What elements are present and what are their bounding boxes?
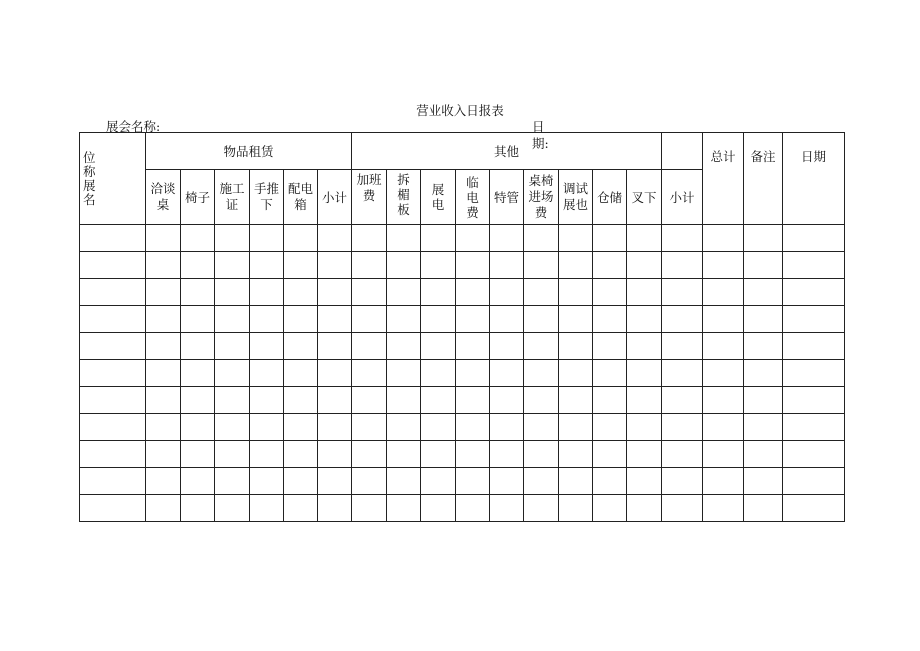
table-cell[interactable]	[318, 441, 352, 468]
table-cell[interactable]	[744, 360, 783, 387]
table-cell[interactable]	[593, 360, 627, 387]
table-cell[interactable]	[524, 225, 559, 252]
table-cell[interactable]	[703, 495, 744, 522]
table-cell[interactable]	[387, 225, 421, 252]
table-cell[interactable]	[627, 414, 662, 441]
table-cell[interactable]	[318, 252, 352, 279]
table-cell[interactable]	[80, 441, 146, 468]
table-cell[interactable]	[181, 225, 215, 252]
table-cell[interactable]	[524, 306, 559, 333]
table-cell[interactable]	[490, 387, 524, 414]
table-cell[interactable]	[524, 387, 559, 414]
table-cell[interactable]	[352, 252, 387, 279]
table-cell[interactable]	[80, 414, 146, 441]
table-cell[interactable]	[318, 306, 352, 333]
table-cell[interactable]	[593, 252, 627, 279]
table-cell[interactable]	[559, 414, 593, 441]
table-cell[interactable]	[318, 414, 352, 441]
rental-item-header: 洽谈桌	[146, 170, 181, 225]
table-cell[interactable]	[284, 333, 318, 360]
table-cell[interactable]	[80, 279, 146, 306]
date-header: 日期	[783, 133, 845, 225]
table-cell[interactable]	[783, 414, 845, 441]
table-cell[interactable]	[490, 495, 524, 522]
table-cell[interactable]	[352, 387, 387, 414]
table-cell[interactable]	[783, 441, 845, 468]
rental-subtotal-header: 小计	[318, 170, 352, 225]
table-cell[interactable]	[627, 225, 662, 252]
table-cell[interactable]	[80, 252, 146, 279]
table-row	[80, 468, 845, 495]
table-cell[interactable]	[662, 333, 703, 360]
table-cell[interactable]	[744, 441, 783, 468]
table-cell[interactable]	[559, 360, 593, 387]
date-label-period: 期:	[532, 136, 549, 151]
table-cell[interactable]	[783, 252, 845, 279]
table-cell[interactable]	[284, 225, 318, 252]
table-cell[interactable]	[662, 468, 703, 495]
table-cell[interactable]	[215, 252, 250, 279]
table-cell[interactable]	[421, 414, 456, 441]
table-cell[interactable]	[456, 414, 490, 441]
other-item-header: 桌椅进场费	[524, 170, 559, 225]
table-cell[interactable]	[662, 252, 703, 279]
table-cell[interactable]	[490, 333, 524, 360]
table-cell[interactable]	[146, 360, 181, 387]
table-cell[interactable]	[387, 360, 421, 387]
table-cell[interactable]	[250, 252, 284, 279]
table-row	[80, 279, 845, 306]
other-item-header: 展电	[421, 170, 456, 225]
table-cell[interactable]	[352, 495, 387, 522]
table-cell[interactable]	[215, 414, 250, 441]
table-cell[interactable]	[627, 333, 662, 360]
table-cell[interactable]	[744, 306, 783, 333]
table-cell[interactable]	[421, 225, 456, 252]
table-cell[interactable]	[181, 306, 215, 333]
table-cell[interactable]	[146, 468, 181, 495]
table-cell[interactable]	[703, 225, 744, 252]
header-row-1	[80, 133, 845, 170]
remarks-header: 备注	[744, 133, 783, 225]
table-cell[interactable]	[352, 468, 387, 495]
other-item-header: 仓储	[593, 170, 627, 225]
table-cell[interactable]	[284, 387, 318, 414]
table-cell[interactable]	[490, 225, 524, 252]
table-cell[interactable]	[662, 306, 703, 333]
table-cell[interactable]	[559, 387, 593, 414]
table-cell[interactable]	[215, 441, 250, 468]
table-cell[interactable]	[80, 333, 146, 360]
table-cell[interactable]	[627, 468, 662, 495]
booth-name-label: 位称展名	[83, 150, 96, 207]
table-cell[interactable]	[352, 225, 387, 252]
table-cell[interactable]	[662, 441, 703, 468]
table-cell[interactable]	[559, 468, 593, 495]
report-title: 营业收入日报表	[416, 103, 504, 118]
other-item-header: 特管	[490, 170, 524, 225]
table-cell[interactable]	[284, 306, 318, 333]
table-cell[interactable]	[744, 468, 783, 495]
table-cell[interactable]	[703, 252, 744, 279]
table-cell[interactable]	[181, 387, 215, 414]
table-cell[interactable]	[387, 252, 421, 279]
table-cell[interactable]	[593, 225, 627, 252]
table-cell[interactable]	[490, 252, 524, 279]
table-cell[interactable]	[352, 306, 387, 333]
table-row	[80, 495, 845, 522]
table-cell[interactable]	[627, 360, 662, 387]
table-cell[interactable]	[421, 252, 456, 279]
table-cell[interactable]	[524, 360, 559, 387]
table-cell[interactable]	[387, 306, 421, 333]
table-cell[interactable]	[703, 414, 744, 441]
table-cell[interactable]	[284, 441, 318, 468]
table-cell[interactable]	[146, 279, 181, 306]
table-cell[interactable]	[783, 495, 845, 522]
table-cell[interactable]	[490, 306, 524, 333]
table-cell[interactable]	[703, 468, 744, 495]
rental-item-header: 施工证	[215, 170, 250, 225]
table-cell[interactable]	[783, 333, 845, 360]
table-row	[80, 333, 845, 360]
table-cell[interactable]	[662, 387, 703, 414]
table-row	[80, 441, 845, 468]
table-cell[interactable]	[456, 468, 490, 495]
table-cell[interactable]	[318, 468, 352, 495]
other-group-header: 其他	[352, 133, 662, 170]
rental-group-header: 物品租赁	[146, 133, 352, 170]
table-cell[interactable]	[318, 225, 352, 252]
table-cell[interactable]	[703, 441, 744, 468]
table-cell[interactable]	[456, 306, 490, 333]
table-cell[interactable]	[744, 414, 783, 441]
table-cell[interactable]	[703, 360, 744, 387]
table-cell[interactable]	[284, 468, 318, 495]
table-cell[interactable]	[456, 225, 490, 252]
table-cell[interactable]	[703, 387, 744, 414]
table-cell[interactable]	[559, 279, 593, 306]
table-cell[interactable]	[146, 225, 181, 252]
table-cell[interactable]	[387, 495, 421, 522]
total-header: 总计	[703, 133, 744, 225]
table-cell[interactable]	[744, 252, 783, 279]
table-cell[interactable]	[524, 333, 559, 360]
other-item-header: 加班费	[352, 170, 387, 225]
table-cell[interactable]	[387, 441, 421, 468]
table-cell[interactable]	[456, 333, 490, 360]
table-cell[interactable]	[783, 360, 845, 387]
table-cell[interactable]	[181, 252, 215, 279]
table-cell[interactable]	[181, 468, 215, 495]
table-cell[interactable]	[215, 225, 250, 252]
table-cell[interactable]	[783, 387, 845, 414]
table-cell[interactable]	[744, 333, 783, 360]
table-cell[interactable]	[146, 495, 181, 522]
table-cell[interactable]	[627, 387, 662, 414]
table-cell[interactable]	[80, 387, 146, 414]
table-cell[interactable]	[490, 279, 524, 306]
table-cell[interactable]	[783, 468, 845, 495]
table-cell[interactable]	[250, 306, 284, 333]
table-cell[interactable]	[627, 441, 662, 468]
table-cell[interactable]	[387, 468, 421, 495]
table-cell[interactable]	[783, 306, 845, 333]
table-cell[interactable]	[421, 333, 456, 360]
table-cell[interactable]	[593, 468, 627, 495]
booth-name-header	[80, 133, 146, 225]
table-cell[interactable]	[524, 468, 559, 495]
table-row	[80, 360, 845, 387]
table-cell[interactable]	[593, 279, 627, 306]
table-cell[interactable]	[559, 252, 593, 279]
table-row	[80, 252, 845, 279]
table-cell[interactable]	[318, 333, 352, 360]
table-cell[interactable]	[490, 441, 524, 468]
table-cell[interactable]	[662, 279, 703, 306]
table-cell[interactable]	[421, 495, 456, 522]
table-cell[interactable]	[593, 495, 627, 522]
table-row	[80, 387, 845, 414]
table-cell[interactable]	[250, 414, 284, 441]
table-cell[interactable]	[215, 279, 250, 306]
table-cell[interactable]	[421, 360, 456, 387]
table-cell[interactable]	[593, 306, 627, 333]
table-cell[interactable]	[181, 360, 215, 387]
table-cell[interactable]	[250, 279, 284, 306]
table-cell[interactable]	[421, 306, 456, 333]
rental-item-header: 配电箱	[284, 170, 318, 225]
table-cell[interactable]	[421, 468, 456, 495]
table-cell[interactable]	[215, 495, 250, 522]
table-cell[interactable]	[593, 387, 627, 414]
table-row	[80, 414, 845, 441]
table-cell[interactable]	[146, 306, 181, 333]
table-cell[interactable]	[559, 225, 593, 252]
table-cell[interactable]	[456, 360, 490, 387]
table-cell[interactable]	[352, 333, 387, 360]
other-item-header: 叉下	[627, 170, 662, 225]
table-cell[interactable]	[387, 279, 421, 306]
table-cell[interactable]	[456, 495, 490, 522]
table-cell[interactable]	[662, 495, 703, 522]
table-cell[interactable]	[744, 225, 783, 252]
table-cell[interactable]	[250, 225, 284, 252]
table-cell[interactable]	[318, 360, 352, 387]
table-cell[interactable]	[80, 468, 146, 495]
table-cell[interactable]	[456, 252, 490, 279]
table-cell[interactable]	[490, 414, 524, 441]
date-label-day: 日	[532, 119, 545, 134]
table-cell[interactable]	[593, 333, 627, 360]
table-cell[interactable]	[421, 441, 456, 468]
table-row	[80, 306, 845, 333]
rental-item-header: 椅子	[181, 170, 215, 225]
table-cell[interactable]	[524, 252, 559, 279]
table-cell[interactable]	[215, 468, 250, 495]
table-cell[interactable]	[387, 414, 421, 441]
table-cell[interactable]	[215, 306, 250, 333]
table-cell[interactable]	[250, 495, 284, 522]
other-subtotal-top-cell	[662, 133, 703, 170]
table-cell[interactable]	[387, 333, 421, 360]
table-cell[interactable]	[146, 252, 181, 279]
table-cell[interactable]	[490, 468, 524, 495]
table-cell[interactable]	[456, 279, 490, 306]
table-cell[interactable]	[593, 414, 627, 441]
table-cell[interactable]	[352, 279, 387, 306]
table-cell[interactable]	[559, 495, 593, 522]
table-cell[interactable]	[352, 441, 387, 468]
table-cell[interactable]	[181, 441, 215, 468]
table-cell[interactable]	[80, 360, 146, 387]
table-cell[interactable]	[318, 495, 352, 522]
table-cell[interactable]	[559, 333, 593, 360]
table-cell[interactable]	[490, 360, 524, 387]
table-cell[interactable]	[744, 387, 783, 414]
table-cell[interactable]	[352, 414, 387, 441]
table-cell[interactable]	[524, 279, 559, 306]
table-cell[interactable]	[250, 360, 284, 387]
table-row	[80, 225, 845, 252]
table-cell[interactable]	[215, 360, 250, 387]
table-cell[interactable]	[524, 414, 559, 441]
table-cell[interactable]	[318, 387, 352, 414]
table-cell[interactable]	[559, 306, 593, 333]
other-subtotal-header: 小计	[662, 170, 703, 225]
table-cell[interactable]	[146, 441, 181, 468]
table-cell[interactable]	[421, 387, 456, 414]
table-cell[interactable]	[250, 441, 284, 468]
table-cell[interactable]	[250, 333, 284, 360]
table-cell[interactable]	[146, 333, 181, 360]
other-item-header: 拆楣板	[387, 170, 421, 225]
table-cell[interactable]	[744, 279, 783, 306]
table-cell[interactable]	[181, 414, 215, 441]
table-cell[interactable]	[284, 279, 318, 306]
table-cell[interactable]	[284, 495, 318, 522]
table-cell[interactable]	[783, 225, 845, 252]
table-cell[interactable]	[80, 225, 146, 252]
table-cell[interactable]	[627, 495, 662, 522]
table-cell[interactable]	[703, 306, 744, 333]
table-cell[interactable]	[456, 441, 490, 468]
table-cell[interactable]	[250, 387, 284, 414]
table-cell[interactable]	[215, 333, 250, 360]
table-cell[interactable]	[703, 279, 744, 306]
table-cell[interactable]	[181, 333, 215, 360]
table-cell[interactable]	[352, 360, 387, 387]
table-cell[interactable]	[146, 414, 181, 441]
income-report-table	[79, 132, 845, 522]
table-cell[interactable]	[215, 387, 250, 414]
table-cell[interactable]	[627, 306, 662, 333]
table-cell[interactable]	[284, 360, 318, 387]
other-item-header: 临电费	[456, 170, 490, 225]
table-cell[interactable]	[662, 360, 703, 387]
rental-item-header: 手推下	[250, 170, 284, 225]
table-cell[interactable]	[80, 306, 146, 333]
table-cell[interactable]	[703, 333, 744, 360]
table-cell[interactable]	[627, 279, 662, 306]
table-cell[interactable]	[146, 387, 181, 414]
table-cell[interactable]	[387, 387, 421, 414]
table-cell[interactable]	[80, 495, 146, 522]
table-cell[interactable]	[318, 279, 352, 306]
table-cell[interactable]	[181, 495, 215, 522]
other-item-header: 调试展也	[559, 170, 593, 225]
table-cell[interactable]	[593, 441, 627, 468]
table-cell[interactable]	[662, 225, 703, 252]
table-cell[interactable]	[744, 495, 783, 522]
exhibition-name-label: 展会名称:	[106, 119, 161, 134]
table-cell[interactable]	[284, 414, 318, 441]
table-cell[interactable]	[783, 279, 845, 306]
table-cell[interactable]	[524, 495, 559, 522]
table-cell[interactable]	[250, 468, 284, 495]
table-cell[interactable]	[456, 387, 490, 414]
table-cell[interactable]	[284, 252, 318, 279]
table-cell[interactable]	[662, 414, 703, 441]
table-cell[interactable]	[559, 441, 593, 468]
table-cell[interactable]	[524, 441, 559, 468]
table-cell[interactable]	[181, 279, 215, 306]
table-cell[interactable]	[627, 252, 662, 279]
table-cell[interactable]	[421, 279, 456, 306]
